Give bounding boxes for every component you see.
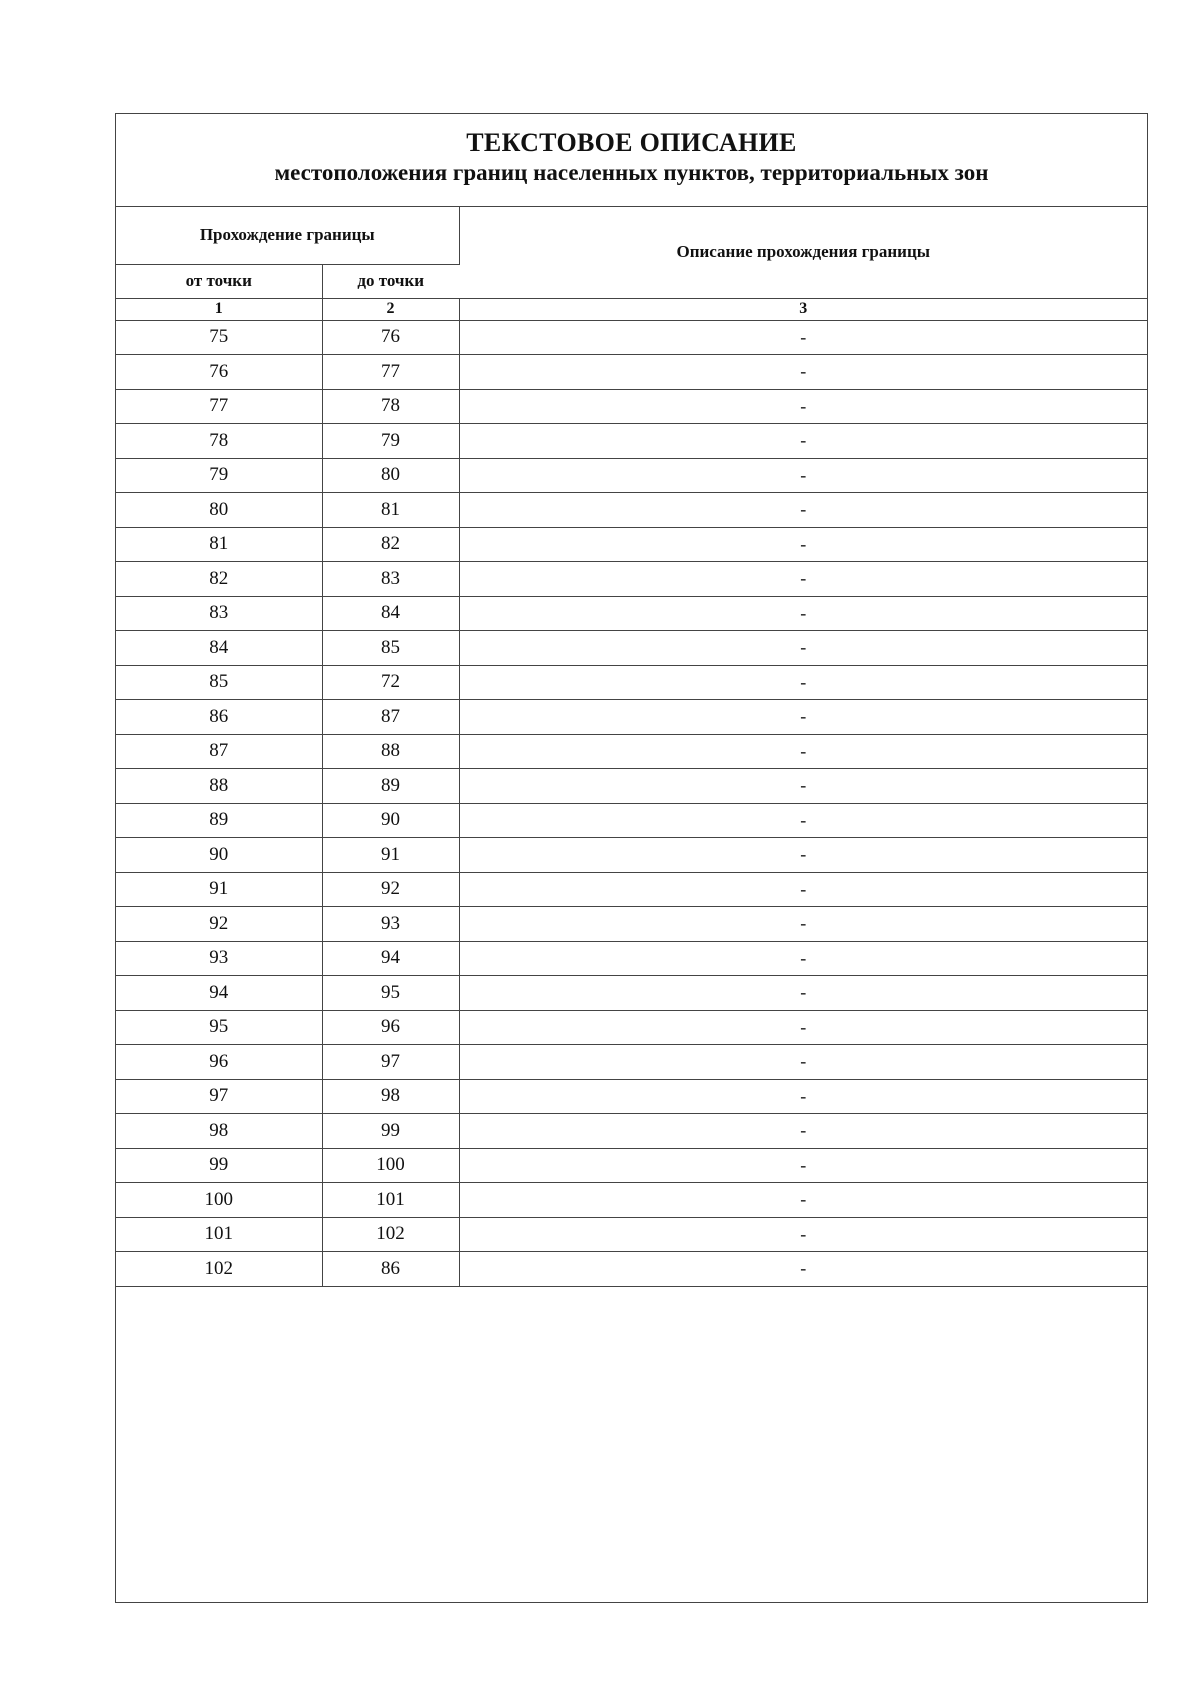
- cell-from-point: 87: [116, 734, 322, 769]
- table-row: [116, 1010, 1147, 1045]
- cell-to-point: 72: [322, 665, 459, 700]
- cell-to-point: 88: [322, 734, 459, 769]
- header-description: Описание прохождения границы: [459, 207, 1147, 298]
- cell-to-point: 95: [322, 976, 459, 1011]
- cell-from-point: 94: [116, 976, 322, 1011]
- table-row: [116, 1217, 1147, 1252]
- table-row: [116, 665, 1147, 700]
- cell-description: -: [459, 769, 1147, 804]
- cell-to-point: 93: [322, 907, 459, 942]
- column-number-1: 1: [116, 298, 322, 320]
- table-row: [116, 838, 1147, 873]
- cell-to-point: 86: [322, 1252, 459, 1287]
- cell-description: -: [459, 562, 1147, 597]
- cell-to-point: 84: [322, 596, 459, 631]
- cell-to-point: 82: [322, 527, 459, 562]
- cell-to-point: 85: [322, 631, 459, 666]
- cell-to-point: 102: [322, 1217, 459, 1252]
- cell-to-point: 101: [322, 1183, 459, 1218]
- table-row: [116, 631, 1147, 666]
- table-row: [116, 320, 1147, 355]
- cell-to-point: 98: [322, 1079, 459, 1114]
- table-row: [116, 1079, 1147, 1114]
- cell-from-point: 84: [116, 631, 322, 666]
- table-row: [116, 734, 1147, 769]
- cell-description: -: [459, 941, 1147, 976]
- table-row: [116, 769, 1147, 804]
- table-row: [116, 1114, 1147, 1149]
- cell-to-point: 97: [322, 1045, 459, 1080]
- column-number-2: 2: [322, 298, 459, 320]
- table-row: [116, 424, 1147, 459]
- cell-to-point: 78: [322, 389, 459, 424]
- cell-description: -: [459, 1217, 1147, 1252]
- cell-to-point: 79: [322, 424, 459, 459]
- cell-from-point: 79: [116, 458, 322, 493]
- cell-description: -: [459, 631, 1147, 666]
- cell-description: -: [459, 734, 1147, 769]
- cell-from-point: 83: [116, 596, 322, 631]
- table-row: [116, 1252, 1147, 1287]
- cell-to-point: 90: [322, 803, 459, 838]
- header-boundary-passage: Прохождение границы: [116, 207, 459, 264]
- cell-description: -: [459, 907, 1147, 942]
- cell-from-point: 97: [116, 1079, 322, 1114]
- cell-from-point: 92: [116, 907, 322, 942]
- cell-from-point: 82: [116, 562, 322, 597]
- table-row: [116, 596, 1147, 631]
- cell-description: -: [459, 596, 1147, 631]
- header-from-point: от точки: [116, 264, 322, 298]
- table-row: [116, 493, 1147, 528]
- cell-to-point: 81: [322, 493, 459, 528]
- document-title: ТЕКСТОВОЕ ОПИСАНИЕ: [466, 128, 797, 157]
- cell-description: -: [459, 803, 1147, 838]
- cell-from-point: 96: [116, 1045, 322, 1080]
- cell-description: -: [459, 976, 1147, 1011]
- cell-description: -: [459, 1252, 1147, 1287]
- document-subtitle: местоположения границ населенных пунктов, территориальных зон: [274, 160, 989, 185]
- table-row: [116, 976, 1147, 1011]
- table-body: [116, 320, 1147, 1286]
- cell-description: -: [459, 665, 1147, 700]
- table-row: [116, 872, 1147, 907]
- cell-from-point: 101: [116, 1217, 322, 1252]
- cell-from-point: 90: [116, 838, 322, 873]
- cell-description: -: [459, 1045, 1147, 1080]
- boundary-table: [116, 207, 1147, 1287]
- cell-description: -: [459, 1010, 1147, 1045]
- cell-to-point: 76: [322, 320, 459, 355]
- table-row: [116, 1148, 1147, 1183]
- title-block: [116, 114, 1147, 207]
- table-row: [116, 458, 1147, 493]
- cell-description: -: [459, 1114, 1147, 1149]
- table-row: [116, 389, 1147, 424]
- cell-description: -: [459, 424, 1147, 459]
- cell-from-point: 99: [116, 1148, 322, 1183]
- document-frame: [115, 113, 1148, 1603]
- cell-to-point: 100: [322, 1148, 459, 1183]
- cell-description: -: [459, 1079, 1147, 1114]
- cell-description: -: [459, 1183, 1147, 1218]
- header-to-point: до точки: [322, 264, 459, 298]
- cell-description: -: [459, 389, 1147, 424]
- cell-from-point: 86: [116, 700, 322, 735]
- cell-to-point: 91: [322, 838, 459, 873]
- table-row: [116, 803, 1147, 838]
- cell-from-point: 98: [116, 1114, 322, 1149]
- cell-from-point: 93: [116, 941, 322, 976]
- cell-description: -: [459, 527, 1147, 562]
- cell-description: -: [459, 458, 1147, 493]
- cell-description: -: [459, 355, 1147, 390]
- cell-to-point: 94: [322, 941, 459, 976]
- cell-description: -: [459, 872, 1147, 907]
- cell-from-point: 102: [116, 1252, 322, 1287]
- cell-to-point: 89: [322, 769, 459, 804]
- cell-description: -: [459, 1148, 1147, 1183]
- table-row: [116, 907, 1147, 942]
- cell-from-point: 91: [116, 872, 322, 907]
- cell-description: -: [459, 493, 1147, 528]
- cell-to-point: 83: [322, 562, 459, 597]
- cell-to-point: 92: [322, 872, 459, 907]
- cell-from-point: 75: [116, 320, 322, 355]
- column-number-3: 3: [459, 298, 1147, 320]
- table-row: [116, 355, 1147, 390]
- cell-from-point: 95: [116, 1010, 322, 1045]
- cell-description: -: [459, 838, 1147, 873]
- cell-from-point: 88: [116, 769, 322, 804]
- cell-from-point: 80: [116, 493, 322, 528]
- cell-from-point: 85: [116, 665, 322, 700]
- table-row: [116, 562, 1147, 597]
- cell-from-point: 81: [116, 527, 322, 562]
- table-row: [116, 1045, 1147, 1080]
- table-row: [116, 527, 1147, 562]
- cell-from-point: 77: [116, 389, 322, 424]
- cell-to-point: 87: [322, 700, 459, 735]
- cell-from-point: 100: [116, 1183, 322, 1218]
- cell-description: -: [459, 700, 1147, 735]
- cell-to-point: 99: [322, 1114, 459, 1149]
- cell-from-point: 76: [116, 355, 322, 390]
- table-row: [116, 941, 1147, 976]
- table-row: [116, 1183, 1147, 1218]
- cell-from-point: 89: [116, 803, 322, 838]
- cell-from-point: 78: [116, 424, 322, 459]
- cell-to-point: 77: [322, 355, 459, 390]
- cell-description: -: [459, 320, 1147, 355]
- table-row: [116, 700, 1147, 735]
- cell-to-point: 80: [322, 458, 459, 493]
- cell-to-point: 96: [322, 1010, 459, 1045]
